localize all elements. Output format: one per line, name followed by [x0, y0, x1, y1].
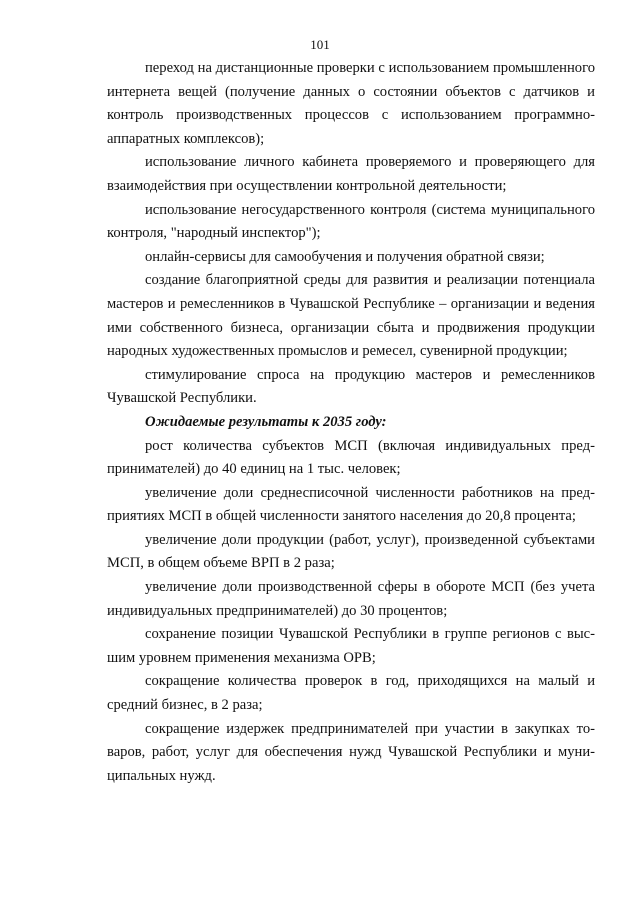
section-heading: Ожидаемые результаты к 2035 году:: [145, 413, 387, 430]
paragraph: увеличение доли продукции (работ, услуг), произведенной субъектами МСП, в общем объеме ВРП в 2 раза;: [107, 531, 595, 572]
paragraph: сохранение позиции Чувашской Республики в группе регионов с высшим уровнем применения механизма ОРВ;: [107, 626, 595, 666]
paragraph: переход на дистанционные проверки с использованием промышленного интернета вещей (получение данных о состоянии объектов с датчиков и контроль производственных процессов с использованием программно-аппаратных комплексов);: [107, 60, 595, 147]
paragraph: использование негосударственного контроля (система муниципального контроля, "народный инспектор");: [107, 201, 595, 242]
paragraph: рост количества субъектов МСП (включая индивидуальных предпринимателей) до 40 единиц на 1 тыс. человек;: [107, 437, 595, 478]
paragraph: сокращение издержек предпринимателей при участии в закупках товаров, работ, услуг для обеспечения нужд Чувашской Республики и муниципальных нужд.: [107, 720, 595, 784]
paragraph: увеличение доли среднесписочной численности работников на предприятиях МСП в общей численности занятого населения до 20,8 процента;: [107, 484, 595, 525]
paragraph: сокращение количества проверок в год, приходящихся на малый и средний бизнес, в 2 раза;: [107, 673, 595, 714]
paragraph: стимулирование спроса на продукцию мастеров и ремесленников Чувашской Республики.: [107, 366, 595, 407]
paragraph: создание благоприятной среды для развития и реализации потенциала мастеров и ремесленников в Чувашской Республике – организации и ведения ими собственного бизнеса, организации сбыта и продвижения продукции народных художественных промыслов и ремесел, сувенирной продукции;: [107, 272, 595, 360]
page-number: 101: [310, 37, 330, 52]
paragraph: использование личного кабинета проверяемого и проверяющего для взаимодействия при осуществлении контрольной деятельности;: [107, 154, 595, 194]
document-body: [107, 57, 595, 788]
paragraph: увеличение доли производственной сферы в обороте МСП (без учета индивидуальных предпринимателей) до 30 процентов;: [107, 579, 595, 619]
paragraph: онлайн-сервисы для самообучения и получения обратной связи;: [145, 248, 545, 265]
